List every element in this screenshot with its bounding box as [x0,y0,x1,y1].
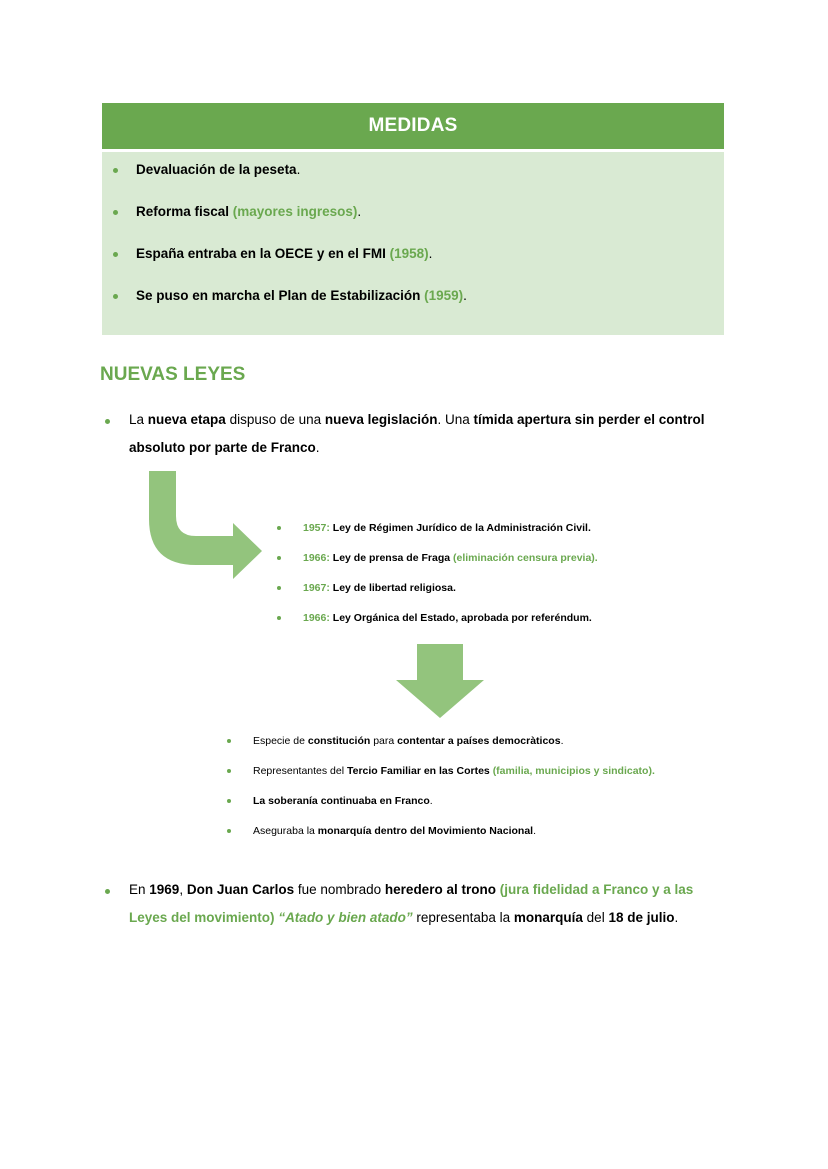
medidas-box [102,103,724,335]
bullet-icon [105,419,110,424]
bullet-icon [227,829,231,833]
medidas-list: Devaluación de la peseta. Reforma fiscal (mayores ingresos). España entraba en la OECE y en el FMI (1958). Se puso en marcha el Plan de Estabilización (1959). [102,152,724,335]
bullet-icon [277,586,281,590]
bullet-icon [113,294,118,299]
medidas-title: MEDIDAS [102,103,724,149]
bullet-icon [113,252,118,257]
down-arrow-icon [395,644,485,719]
bullet-icon [277,556,281,560]
bullet-icon [227,739,231,743]
final-paragraph: En 1969, Don Juan Carlos fue nombrado heredero al trono (jura fidelidad a Franco y a las Leyes del movimiento) “Atado y bien atado” representaba la monarquía del 18 de julio. [129,882,694,925]
bullet-icon [113,168,118,173]
bullet-icon [227,799,231,803]
bullet-icon [277,616,281,620]
bullet-icon [113,210,118,215]
bullet-icon [277,526,281,530]
bullet-icon [227,769,231,773]
bullet-icon [105,889,110,894]
intro-paragraph: La nueva etapa dispuso de una nueva legislación. Una tímida apertura sin perder el control absoluto por parte de Franco. [129,412,705,455]
curved-arrow-icon [146,471,264,581]
section-title-nuevas-leyes: NUEVAS LEYES [100,364,246,385]
